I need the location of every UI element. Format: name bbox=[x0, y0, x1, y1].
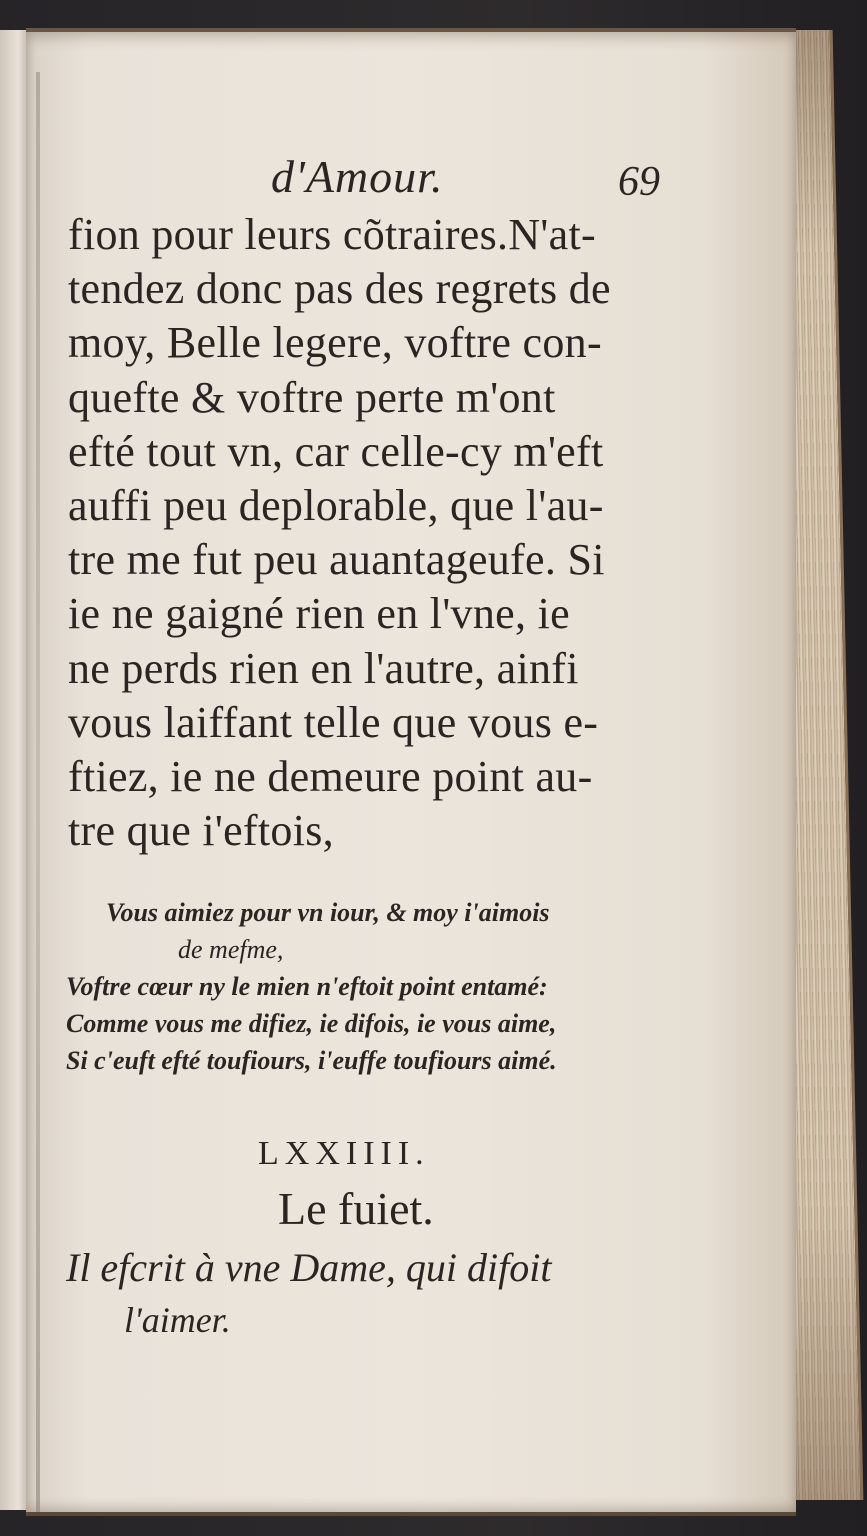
prose-line: ne perds rien en l'autre, ainfi bbox=[68, 643, 579, 693]
prose-line: ie ne gaigné rien en l'vne, ie bbox=[68, 589, 570, 639]
prose-line: moy, Belle legere, voftre con- bbox=[68, 318, 602, 368]
prose-line: efté tout vn, car celle-cy m'eft bbox=[68, 426, 604, 476]
argument-line: Il efcrit à vne Dame, qui difoit bbox=[66, 1245, 552, 1290]
section-subject: Le fuiet. bbox=[278, 1183, 434, 1234]
prose-line: tre me fut peu auantageufe. Si bbox=[68, 535, 605, 585]
argument-line: l'aimer. bbox=[124, 1300, 231, 1340]
section-argument bbox=[66, 1242, 686, 1346]
verse-line: Comme vous me difiez, ie difois, ie vous aime, bbox=[66, 1009, 557, 1038]
section-number: LXXIIII. bbox=[258, 1135, 430, 1172]
prose-line: quefte & voftre perte m'ont bbox=[68, 372, 556, 422]
verse-line: Si c'euft efté toufiours, i'euffe toufiours aimé. bbox=[66, 1046, 557, 1075]
verse-line: de mefme, bbox=[178, 935, 284, 964]
prose-line: ftiez, ie ne demeure point au- bbox=[68, 751, 593, 801]
prose-line: vous laiffant telle que vous e- bbox=[68, 697, 599, 747]
book-page bbox=[26, 28, 796, 1516]
prose-line: auffi peu deplorable, que l'au- bbox=[68, 480, 604, 530]
prose-line: fion pour leurs cõtraires.N'at- bbox=[68, 210, 596, 259]
verse-line: Vous aimiez pour vn iour, & moy i'aimois bbox=[106, 898, 550, 927]
prose-line: tre que i'eftois, bbox=[68, 806, 334, 856]
page-number: 69 bbox=[618, 159, 660, 205]
verse-line: Voftre cœur ny le mien n'eftoit point entamé: bbox=[66, 972, 548, 1001]
gutter-shadow bbox=[36, 72, 40, 1512]
prose-line: tendez donc pas des regrets de bbox=[68, 264, 611, 314]
running-head: d'Amour. bbox=[271, 151, 444, 202]
verse-stanza bbox=[66, 894, 686, 1079]
prose-paragraph bbox=[68, 208, 678, 858]
